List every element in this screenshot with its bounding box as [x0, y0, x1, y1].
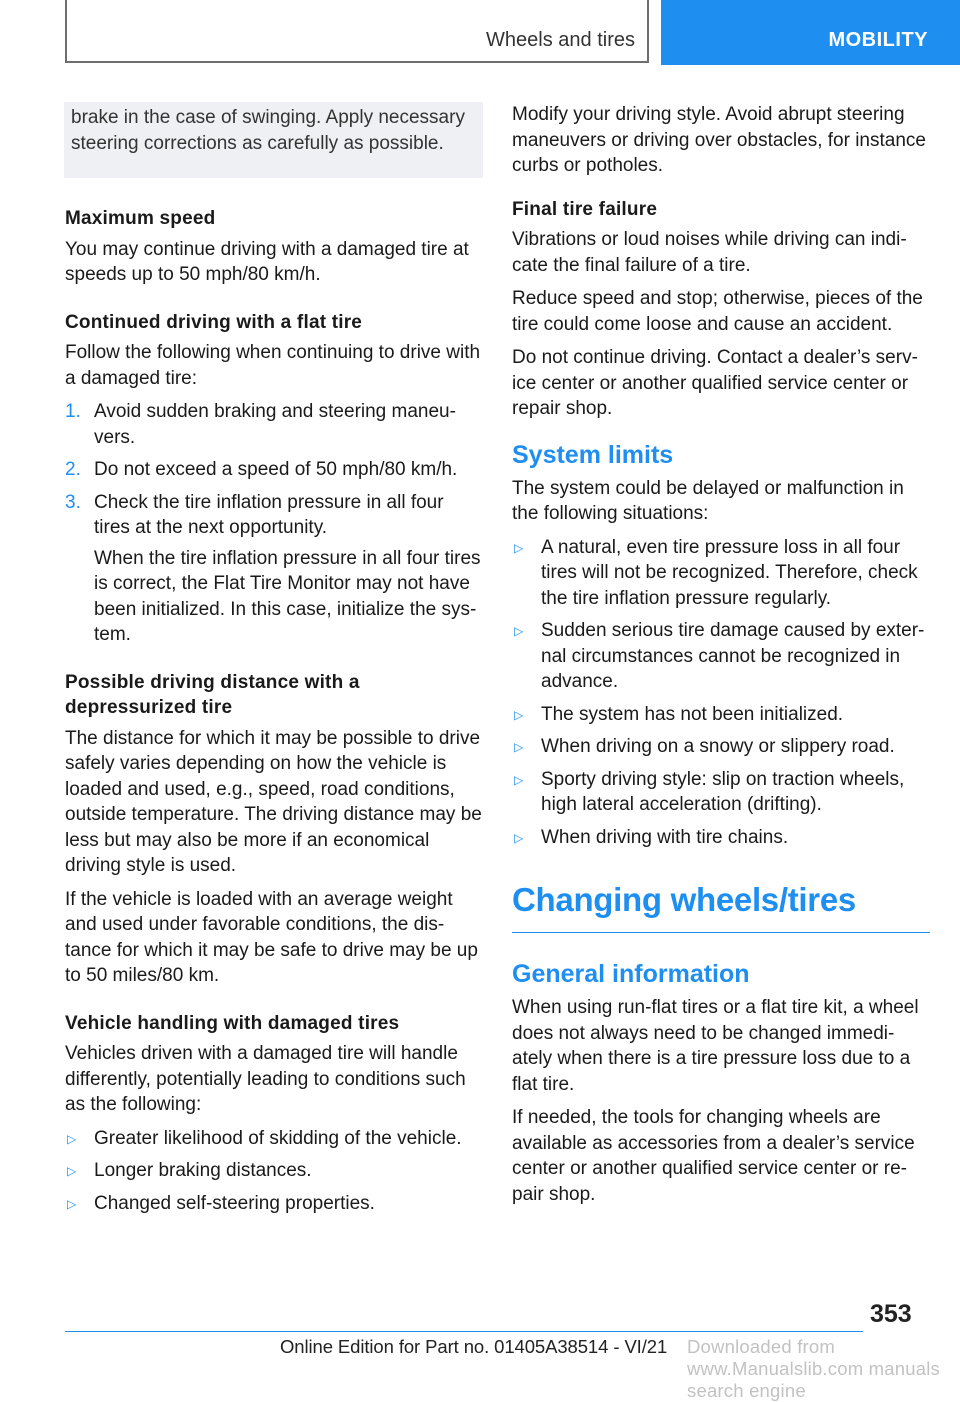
- footer-edition: Online Edition for Part no. 01405A38514 - VI/21: [280, 1336, 668, 1357]
- warning-callout: [64, 102, 483, 178]
- triangle-right-icon: ▷: [67, 1196, 77, 1211]
- list-item: [65, 490, 483, 648]
- callout-text: brake in the case of swinging. Apply necessary steering corrections as carefully as possible.: [71, 107, 465, 154]
- paragraph: When using run-flat tires or a flat tire kit, a wheel does not always need to be changed immedi‐ately when there is a tire pressure loss due to a flat tire.: [512, 997, 919, 1095]
- list-item: [65, 457, 483, 483]
- triangle-right-icon: ▷: [514, 830, 524, 845]
- paragraph: The system could be delayed or malfunction in the following situations:: [512, 477, 904, 524]
- steps-list: [65, 399, 483, 648]
- bullet-text: Greater likelihood of skidding of the vehicle.: [94, 1127, 462, 1149]
- paragraph: Do not continue driving. Contact a dealer’s serv‐ice center or another qualified service center or repair shop.: [512, 347, 918, 419]
- triangle-right-icon: ▷: [514, 540, 524, 555]
- bullet-text: Sudden serious tire damage caused by exter‐nal circumstances cannot be recognized in advance.: [541, 620, 925, 692]
- paragraph: If needed, the tools for changing wheels are available as accessories from a dealer’s service center or another qualified service center or re‐pair shop.: [512, 1107, 915, 1205]
- heading-final-tire-failure: Final tire failure: [512, 198, 658, 220]
- page-number: 353: [870, 1300, 912, 1328]
- heading-continued-driving: Continued driving with a flat tire: [65, 311, 363, 333]
- list-item: [512, 702, 930, 728]
- triangle-right-icon: ▷: [67, 1164, 77, 1178]
- watermark: Downloaded from www.Manualslib.com manuals search engine: [687, 1336, 940, 1401]
- paragraph: Modify your driving style. Avoid abrupt steering maneuvers or driving over obstacles, for instance curbs or potholes.: [512, 104, 926, 176]
- heading-system-limits: System limits: [512, 440, 674, 469]
- step-note: When the tire inflation pressure in all four tires is correct, the Flat Tire Monitor may not have been initialized. In this case, initialize the sys‐tem.: [94, 547, 481, 645]
- paragraph: Vibrations or loud noises while driving can indi‐cate the final failure of a tire.: [512, 229, 907, 276]
- list-item: [65, 1191, 483, 1217]
- list-item: [512, 535, 930, 612]
- heading-vehicle-handling: Vehicle handling with damaged tires: [65, 1012, 400, 1034]
- triangle-right-icon: ▷: [67, 1131, 77, 1146]
- header-chapter-tab: [661, 0, 960, 65]
- heading-driving-distance: Possible driving distance with a depressurized tire: [65, 671, 360, 718]
- paragraph: You may continue driving with a damaged tire at speeds up to 50 mph/80 km/h.: [65, 238, 469, 285]
- list-item: [512, 734, 930, 760]
- bullet-text: When driving on a snowy or slippery road.: [541, 736, 895, 757]
- step-number: 2.: [65, 459, 81, 480]
- bullet-text: The system has not been initialized.: [541, 703, 844, 725]
- bullet-text: Longer braking distances.: [94, 1160, 312, 1181]
- list-item: [512, 825, 930, 851]
- list-item: [65, 1158, 483, 1184]
- paragraph: Reduce speed and stop; otherwise, pieces of the tire could come loose and cause an accident.: [512, 288, 923, 335]
- section-title: Wheels and tires: [486, 29, 635, 51]
- list-item: [65, 1126, 483, 1152]
- bullet-text: Sporty driving style: slip on traction wheels, high lateral acceleration (drifting).: [541, 768, 905, 815]
- list-item: [65, 399, 483, 450]
- paragraph: Follow the following when continuing to drive with a damaged tire:: [65, 342, 481, 389]
- step-text: Avoid sudden braking and steering maneu‐vers.: [94, 401, 456, 448]
- right-column: [512, 102, 930, 1215]
- triangle-right-icon: ▷: [514, 772, 524, 787]
- heading-general-information: General information: [512, 960, 750, 988]
- list-item: [512, 767, 930, 818]
- step-text: Check the tire inflation pressure in all four tires at the next opportunity.: [94, 491, 444, 538]
- step-number: 3.: [65, 491, 81, 513]
- list-item: [512, 618, 930, 695]
- step-number: 1.: [65, 401, 81, 422]
- triangle-right-icon: ▷: [514, 707, 524, 722]
- paragraph: The distance for which it may be possible to drive safely varies depending on how the vehicle is loaded and used, e.g., speed, road conditions, outside temperature. The driving distance may be less but may also be more if an economical driving style is used.: [65, 727, 482, 876]
- header-section-tab: [65, 0, 649, 63]
- paragraph: If the vehicle is loaded with an average weight and used under favorable conditions, the dis‐tance for which it may be safe to drive may be up to 50 miles/80 km.: [65, 888, 478, 986]
- bullet-text: When driving with tire chains.: [541, 826, 789, 848]
- left-column: [65, 102, 483, 1224]
- bullet-list: [512, 535, 930, 851]
- bullet-list: [65, 1126, 483, 1217]
- bullet-text: Changed self-steering properties.: [94, 1192, 375, 1214]
- heading-changing-wheels: Changing wheels/tires: [512, 880, 930, 933]
- step-text: Do not exceed a speed of 50 mph/80 km/h.: [94, 459, 458, 480]
- chapter-title: MOBILITY: [828, 29, 928, 51]
- footer-divider: [65, 1331, 863, 1332]
- paragraph: Vehicles driven with a damaged tire will handle differently, potentially leading to conditions such as the following:: [65, 1043, 466, 1115]
- triangle-right-icon: ▷: [514, 624, 524, 638]
- bullet-text: A natural, even tire pressure loss in all four tires will not be recognized. Therefore, check the tire inflation pressure regularly.: [541, 536, 918, 609]
- triangle-right-icon: ▷: [514, 740, 524, 754]
- heading-maximum-speed: Maximum speed: [65, 208, 216, 229]
